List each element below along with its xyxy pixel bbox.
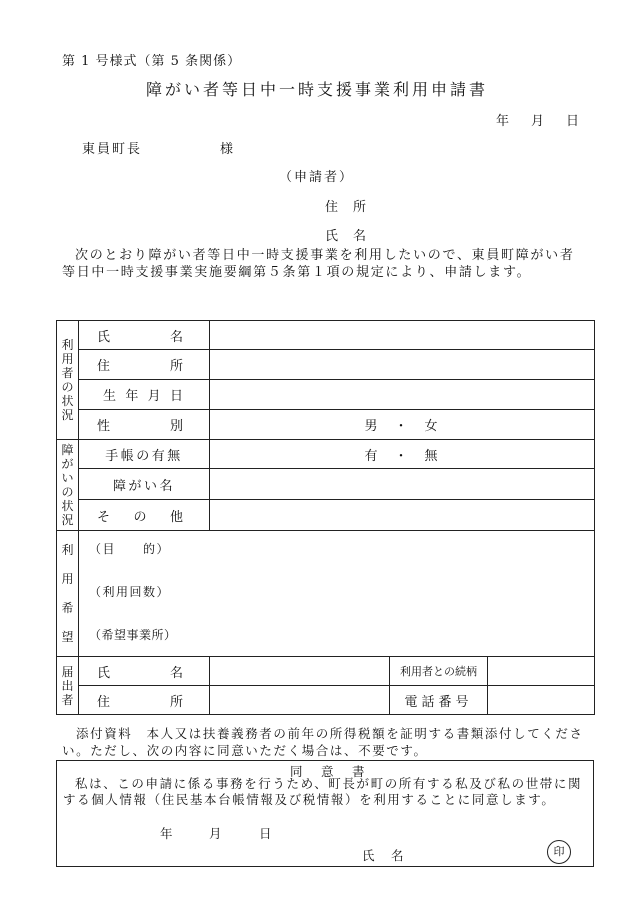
label-sex: 性 別 <box>79 410 210 440</box>
consent-day: 日 <box>259 826 272 841</box>
addressee-mayor: 東員町長 <box>82 142 143 157</box>
label-birthdate: 生 年 月 日 <box>79 380 210 410</box>
section-usage-request: 利 用 希 望 <box>57 531 79 657</box>
label-relationship: 利用者との続柄 <box>390 657 488 686</box>
field-notifier-address[interactable] <box>210 686 390 715</box>
consent-heading: 同 意 書 <box>290 764 368 779</box>
label-disability-name: 障がい名 <box>79 469 210 500</box>
label-notifier-name: 氏 名 <box>79 657 210 686</box>
field-other[interactable] <box>210 500 595 531</box>
field-sex[interactable]: 男 ・ 女 <box>210 410 595 440</box>
field-user-address[interactable] <box>210 350 595 380</box>
section-notifier: 届 出 者 <box>57 657 79 715</box>
field-relationship[interactable] <box>488 657 595 686</box>
section-user-status: 利 用 者 の 状 況 <box>57 321 79 440</box>
consent-box <box>56 760 594 867</box>
section-disability-status: 障 が い の 状 況 <box>57 440 79 531</box>
applicant-name-label: 氏 名 <box>325 229 368 244</box>
label-frequency: （利用回数） <box>89 585 171 599</box>
date-day: 日 <box>566 114 581 129</box>
consent-year: 年 <box>160 826 173 841</box>
label-notifier-address: 住 所 <box>79 686 210 715</box>
page-title: 障がい者等日中一時支援事業利用申請書 <box>146 80 489 99</box>
label-other: そ の 他 <box>79 500 210 531</box>
consent-month: 月 <box>209 826 222 841</box>
date-year: 年 <box>496 114 511 129</box>
label-user-name: 氏 名 <box>79 321 210 350</box>
field-notifier-name[interactable] <box>210 657 390 686</box>
attachment-note: 添付資料 本人又は扶養義務者の前年の所得税額を証明する書類添付してください。ただし、次の内容に同意いただく場合は、不要です。 <box>62 726 584 758</box>
applicant-heading: （申請者） <box>279 170 355 185</box>
field-disability-name[interactable] <box>210 469 595 500</box>
date-month: 月 <box>531 114 546 129</box>
label-facility: （希望事業所） <box>89 628 177 642</box>
label-user-address: 住 所 <box>79 350 210 380</box>
applicant-address-label: 住 所 <box>325 200 368 215</box>
label-phone: 電話番号 <box>390 686 488 715</box>
consent-text: 私は、この申請に係る事務を行うため、町長が町の所有する私及び私の世帯に関する個人情報（住民基本台帳情報及び税情報）を利用することに同意します。 <box>63 776 583 807</box>
field-user-name[interactable] <box>210 321 595 350</box>
label-purpose: （目 的） <box>89 542 171 556</box>
seal-stamp: 印 <box>547 840 571 864</box>
form-number: 第 1 号様式（第 5 条関係） <box>62 54 242 69</box>
field-usage-request[interactable] <box>79 531 595 657</box>
field-handbook[interactable]: 有 ・ 無 <box>210 440 595 469</box>
consent-name-label: 氏 名 <box>362 848 406 863</box>
addressee-sama: 様 <box>220 142 235 157</box>
field-birthdate[interactable] <box>210 380 595 410</box>
field-phone[interactable] <box>488 686 595 715</box>
application-table <box>56 320 595 715</box>
label-handbook: 手帳の有無 <box>79 440 210 469</box>
intro-text: 次のとおり障がい者等日中一時支援事業を利用したいので、東員町障がい者等日中一時支援事業実施要綱第５条第１項の規定により、申請します。 <box>62 248 575 280</box>
